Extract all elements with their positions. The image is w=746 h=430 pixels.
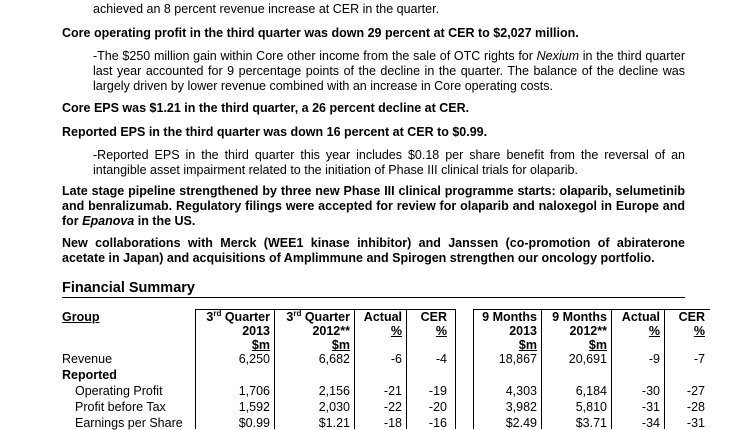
row-label: Revenue xyxy=(62,352,113,366)
pipeline-paragraph xyxy=(62,184,685,229)
column-header-line1: 3rd Quarter xyxy=(286,308,350,324)
column-header-unit: % xyxy=(390,324,402,338)
table-cell: -31 xyxy=(686,416,705,430)
table-cell: 5,810 xyxy=(575,400,607,414)
table-cell: 1,706 xyxy=(238,384,270,398)
table-cell: 6,682 xyxy=(318,352,350,366)
column-header-line2: 2013 xyxy=(242,324,270,338)
column-header-superscript: rd xyxy=(293,308,302,318)
table-cell: 1,592 xyxy=(238,400,270,414)
table-cell: -27 xyxy=(686,384,705,398)
core-op-detail xyxy=(93,49,685,94)
column-header-superscript: rd xyxy=(213,308,222,318)
table-divider xyxy=(455,309,456,429)
column-header-line1: 3rd Quarter xyxy=(206,308,270,324)
table-cell: -7 xyxy=(693,352,705,366)
group-label: Group xyxy=(62,310,100,324)
table-cell: $0.99 xyxy=(238,416,270,430)
core-op-heading: Core operating profit in the third quarter was down 29 percent at CER to $2,027 million. xyxy=(62,26,579,40)
row-label: Operating Profit xyxy=(75,384,163,398)
column-header-unit: $m xyxy=(251,338,270,352)
table-cell: -30 xyxy=(641,384,660,398)
column-header-unit: $m xyxy=(331,338,350,352)
table-cell: -16 xyxy=(428,416,447,430)
pipeline-italic: Epanova xyxy=(82,214,135,228)
table-cell: -6 xyxy=(390,352,402,366)
table-cell: -22 xyxy=(383,400,402,414)
collaborations-paragraph: New collaborations with Merck (WEE1 kinase inhibitor) and Janssen (co-promotion of abiraterone acetate in Japan) and acquisitions of Amplimmune and Spirogen strengthen our oncology portfolio. xyxy=(62,236,685,265)
column-header-line2: 2012** xyxy=(569,324,607,338)
row-label: Earnings per Share xyxy=(75,416,183,430)
table-cell: 18,867 xyxy=(498,352,537,366)
column-header-line1: CER xyxy=(678,310,705,324)
core-op-detail-post: in the third quarter last year accounted for 9 percentage points of the decline in the quarter. The balance of the decline was largely driven by lower revenue combined with an increase in Core operating costs. xyxy=(93,49,685,93)
row-label: Reported xyxy=(62,368,117,382)
column-header-unit: % xyxy=(435,324,447,338)
core-op-detail-italic: Nexium xyxy=(536,49,580,63)
column-header-line1: Actual xyxy=(621,310,660,324)
table-cell: -9 xyxy=(648,352,660,366)
column-header-line1: CER xyxy=(420,310,447,324)
table-cell: $3.71 xyxy=(575,416,607,430)
table-cell: 3,982 xyxy=(505,400,537,414)
table-cell: 6,250 xyxy=(238,352,270,366)
table-cell: 20,691 xyxy=(568,352,607,366)
table-cell: -31 xyxy=(641,400,660,414)
row-label: Profit before Tax xyxy=(75,400,166,414)
table-cell: -18 xyxy=(383,416,402,430)
table-cell: 2,030 xyxy=(318,400,350,414)
table-cell: -21 xyxy=(383,384,402,398)
column-header-unit: % xyxy=(693,324,705,338)
column-header-unit: $m xyxy=(518,338,537,352)
column-header-line1: 9 Months xyxy=(482,310,537,324)
intro-tail: achieved an 8 percent revenue increase at CER in the quarter. xyxy=(93,2,440,16)
table-cell: -28 xyxy=(686,400,705,414)
core-eps: Core EPS was $1.21 in the third quarter, a 26 percent decline at CER. xyxy=(62,101,470,115)
table-cell: 2,156 xyxy=(318,384,350,398)
column-header-line1: 9 Months xyxy=(552,310,607,324)
table-cell: $1.21 xyxy=(318,416,350,430)
reported-eps-detail: -Reported EPS in the third quarter this year includes $0.18 per share benefit from the reversal of an intangible asset impairment related to the initiation of Phase III clinical trials for olaparib. xyxy=(93,148,685,177)
table-cell: 4,303 xyxy=(505,384,537,398)
table-cell: -20 xyxy=(428,400,447,414)
table-cell: -19 xyxy=(428,384,447,398)
table-cell: -34 xyxy=(641,416,660,430)
column-header-line2: 2012** xyxy=(312,324,350,338)
column-header-line1: Actual xyxy=(363,310,402,324)
column-header-line2: 2013 xyxy=(509,324,537,338)
table-cell: 6,184 xyxy=(575,384,607,398)
column-header-unit: % xyxy=(648,324,660,338)
table-cell: -4 xyxy=(435,352,447,366)
column-header-unit: $m xyxy=(588,338,607,352)
pipeline-pre: Late stage pipeline strengthened by three new Phase III clinical programme starts: olaparib, selumetinib and benralizumab. Regulatory filings were accepted for review for olaparib and naloxegol in Europe and for xyxy=(62,184,685,228)
section-rule xyxy=(62,297,685,298)
pipeline-post: in the US. xyxy=(134,214,196,228)
table-cell: $2.49 xyxy=(505,416,537,430)
core-op-detail-pre: -The $250 million gain within Core other income from the sale of OTC rights for xyxy=(93,49,537,63)
reported-eps-heading: Reported EPS in the third quarter was down 16 percent at CER to $0.99. xyxy=(62,125,488,139)
section-title: Financial Summary xyxy=(62,280,195,296)
